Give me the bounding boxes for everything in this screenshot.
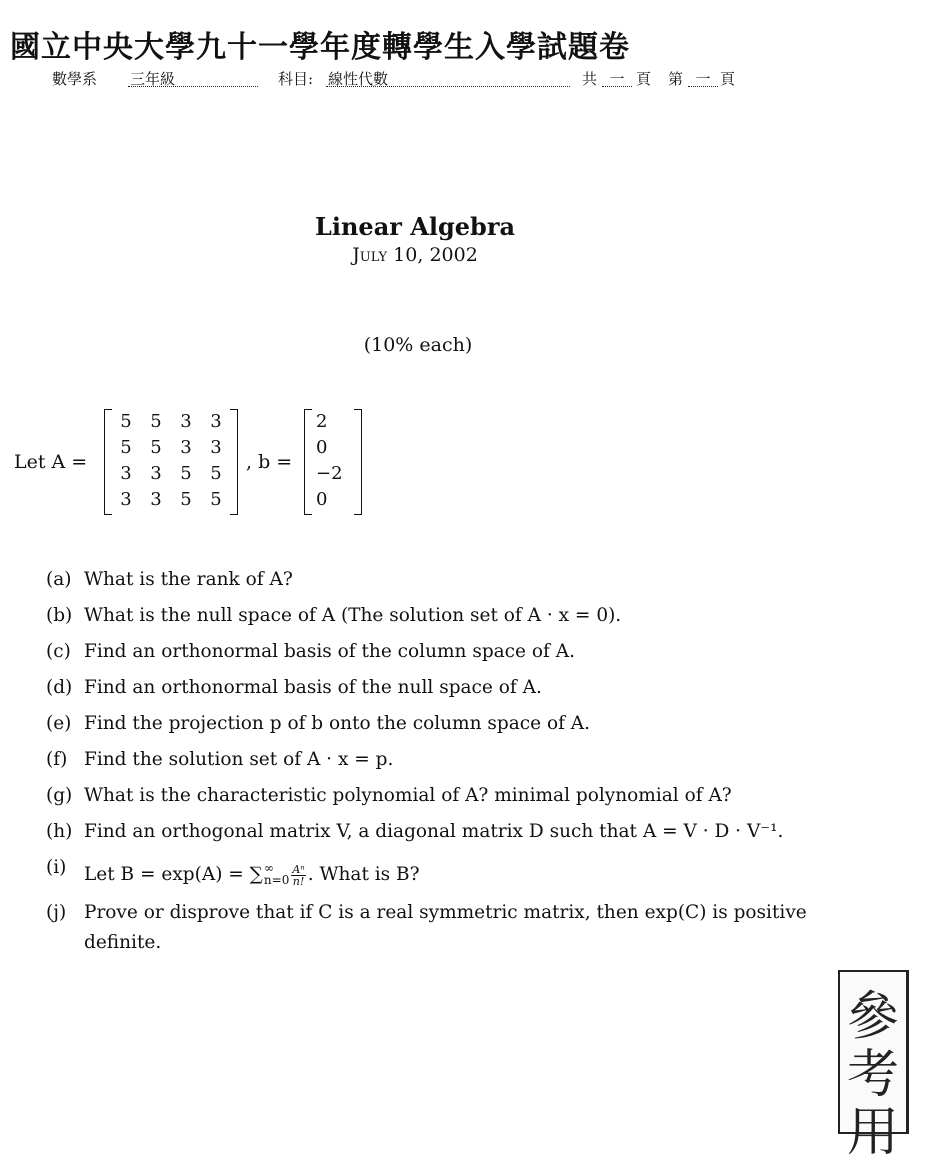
question-text: What is the null space of A (The solution set of A · x = 0). [84, 605, 622, 626]
let-a-text: Let A = [14, 451, 88, 473]
question-label: (d) [46, 677, 73, 698]
question-label: (f) [46, 749, 68, 770]
fraction-numerator: Aⁿ [292, 862, 305, 876]
question-label: (j) [46, 902, 67, 923]
matrix-a-cell: 3 [150, 489, 162, 510]
scoring-note: (10% each) [363, 334, 473, 356]
comma-b-text: , b = [246, 451, 293, 473]
matrix-a-cell: 5 [150, 411, 162, 432]
grade-value: 三年級 [130, 70, 176, 88]
school-exam-title: 國立中央大學九十一學年度轉學生入學試題卷 [10, 30, 630, 65]
matrix-a-cell: 3 [120, 489, 132, 510]
series-fraction [291, 864, 305, 887]
subject-value: 線性代數 [328, 70, 389, 88]
question-text: Find an orthogonal matrix V, a diagonal matrix D such that A = V · D · V⁻¹. [84, 821, 784, 842]
matrix-a-cell: 5 [180, 489, 192, 510]
stamp-character: 考 [846, 1045, 899, 1105]
question-label: (a) [46, 569, 72, 590]
reference-stamp [838, 970, 909, 1163]
matrix-a-cell: 3 [180, 437, 192, 458]
matrix-a [104, 409, 238, 515]
matrix-a-cell: 3 [180, 411, 192, 432]
question-text: Find the solution set of A · x = p. [84, 749, 394, 770]
page-number-field [688, 68, 718, 87]
vector-b-right-bracket [354, 409, 362, 515]
problem-statement [14, 405, 434, 520]
question-text: What is the characteristic polynomial of A? minimal polynomial of A? [84, 785, 732, 806]
question-text: Prove or disprove that if C is a real symmetric matrix, then exp(C) is positive definite. [84, 902, 807, 953]
question-item [46, 562, 886, 598]
question-label: (g) [46, 785, 73, 806]
question-label: (c) [46, 641, 71, 662]
sum-lower-limit: n=0 [263, 873, 290, 887]
sum-upper-limit: ∞ [263, 861, 274, 875]
question-label: (h) [46, 821, 73, 842]
matrix-a-cell: 5 [180, 463, 192, 484]
question-item [46, 778, 886, 814]
question-text: What is the rank of A? [84, 569, 293, 590]
matrix-a-cell: 3 [210, 437, 222, 458]
exam-date: July 10, 2002 [352, 244, 478, 266]
department-label: 數學系 [52, 70, 98, 88]
subject-label: 科目: [278, 70, 314, 88]
matrix-a-cell: 5 [210, 463, 222, 484]
question-text-post: . What is B? [307, 864, 420, 885]
grade-underline [128, 68, 258, 87]
matrix-a-cell: 3 [120, 463, 132, 484]
fraction-denominator: n! [292, 874, 305, 888]
page-number-label: 第 [668, 70, 684, 88]
question-item [46, 670, 886, 706]
question-text: Find an orthonormal basis of the column space of A. [84, 641, 575, 662]
question-item [46, 898, 886, 958]
exam-header-info [0, 68, 930, 92]
vector-b [304, 409, 362, 515]
stamp-character: 用 [846, 1103, 899, 1163]
matrix-a-left-bracket [104, 409, 112, 515]
vector-b-cell: 2 [316, 411, 328, 432]
question-label: (i) [46, 857, 67, 878]
vector-b-left-bracket [304, 409, 312, 515]
vector-b-cell: 0 [316, 437, 328, 458]
question-text: Find the projection p of b onto the column space of A. [84, 713, 591, 734]
question-list [46, 562, 886, 958]
total-pages-value: 一 [602, 68, 632, 87]
matrix-a-cell: 5 [120, 411, 132, 432]
question-text-pre: Let B = exp(A) = ∑ [84, 864, 263, 885]
question-label: (b) [46, 605, 73, 626]
question-item [46, 814, 886, 850]
matrix-a-cell: 5 [210, 489, 222, 510]
vector-b-cell: −2 [316, 463, 343, 484]
total-pages-field [602, 68, 632, 87]
question-item [46, 742, 886, 778]
vector-b-cell: 0 [316, 489, 328, 510]
matrix-a-cell: 5 [120, 437, 132, 458]
question-item [46, 850, 886, 898]
stamp-character: 參 [846, 987, 899, 1047]
question-item [46, 634, 886, 670]
question-item [46, 598, 886, 634]
matrix-a-cell: 3 [210, 411, 222, 432]
page-unit: 頁 [636, 70, 652, 88]
subject-underline [326, 68, 570, 87]
matrix-a-cell: 5 [150, 437, 162, 458]
page-number-value: 一 [688, 68, 718, 87]
matrix-a-cell: 3 [150, 463, 162, 484]
question-label: (e) [46, 713, 72, 734]
question-item [46, 706, 886, 742]
page-unit-2: 頁 [720, 70, 736, 88]
matrix-a-right-bracket [230, 409, 238, 515]
question-text: Find an orthonormal basis of the null space of A. [84, 677, 542, 698]
subject-field [326, 68, 570, 87]
grade-field [128, 68, 258, 87]
exam-title: Linear Algebra [314, 212, 516, 241]
total-pages-label: 共 [582, 70, 598, 88]
